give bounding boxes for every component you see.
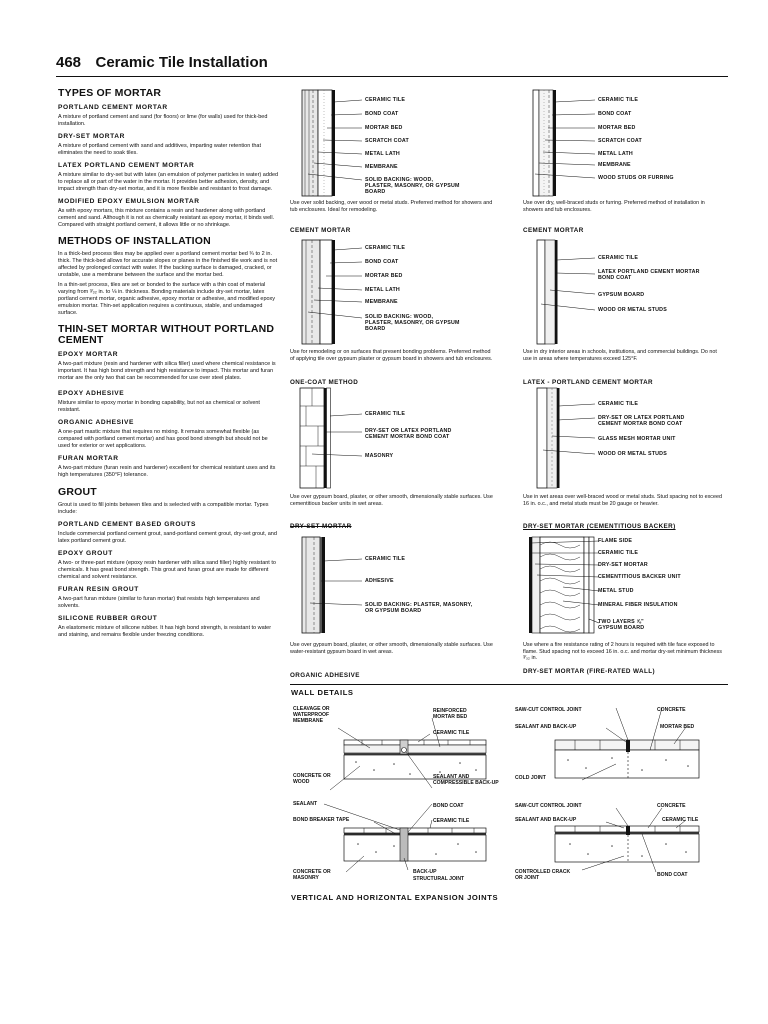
detail-label: WOOD STUDS OR FURRING bbox=[598, 175, 674, 181]
grout-name: SILICONE RUBBER GROUT bbox=[58, 615, 158, 622]
detail-label: METAL LATH bbox=[365, 151, 400, 157]
detail-title: DRY-SET MORTAR bbox=[290, 523, 352, 530]
detail-label: CERAMIC TILE bbox=[365, 556, 406, 562]
joint-label: BOND COAT bbox=[657, 872, 688, 878]
detail-caption: Use in wet areas over well-braced wood or metal studs. Stud spacing not to exceed 16 in. o.c., and metal studs must be 20 gauge or heavier. bbox=[523, 494, 722, 507]
joint-label: CONCRETE bbox=[657, 707, 686, 713]
detail-label: SCRATCH COAT bbox=[365, 138, 409, 144]
left-column bbox=[58, 88, 280, 642]
mortar-type-text: A mixture of portland cement and sand (for floors) or lime (for walls) used for thick-bed installation. bbox=[58, 114, 268, 127]
detail-title: DRY-SET MORTAR (CEMENTITIOUS BACKER) bbox=[523, 523, 676, 530]
joint-label: CONCRETE OR MASONRY bbox=[293, 869, 331, 881]
detail-label: CERAMIC TILE bbox=[598, 97, 639, 103]
detail-label: BOND COAT bbox=[365, 111, 399, 117]
detail-organic-adhesive bbox=[290, 535, 515, 679]
detail-label: CERAMIC TILE bbox=[365, 245, 406, 251]
joint-label: BACK-UP bbox=[413, 869, 437, 875]
mortar-type-text: A mixture of portland cement with sand and additives, imparting water retention that eliminates the need to soak tiles. bbox=[58, 143, 261, 156]
detail-label: CERAMIC TILE bbox=[598, 255, 639, 261]
wall-section-drawing bbox=[290, 535, 515, 635]
grout-name: FURAN RESIN GROUT bbox=[58, 586, 139, 593]
detail-label: MORTAR BED bbox=[365, 125, 403, 131]
detail-title: CEMENT MORTAR bbox=[523, 227, 584, 234]
detail-label: MEMBRANE bbox=[598, 162, 631, 168]
mortar-type-text: A mixture similar to dry-set but with latex (an emulsion of polymer particles in water) added to replace all or part of the water in the mortar. It provides better adhesion, density, and impact strength than dry-set mortar, and it is more flexible and resistant to frost damage. bbox=[58, 172, 279, 192]
joint-label: BOND COAT bbox=[433, 803, 464, 809]
detail-label: CERAMIC TILE bbox=[365, 97, 406, 103]
detail-label: BOND COAT bbox=[598, 111, 632, 117]
mortar-type-name: LATEX PORTLAND CEMENT MORTAR bbox=[58, 162, 195, 169]
detail-caption: Use in dry interior areas in schools, institutions, and commercial buildings. Do not use in areas where temperatures exceed 125°F. bbox=[523, 349, 717, 362]
grout-heading: GROUT bbox=[58, 486, 97, 498]
joint-label: CERAMIC TILE bbox=[662, 817, 699, 823]
thinset-name: ORGANIC ADHESIVE bbox=[58, 419, 135, 426]
joint-label: REINFORCED MORTAR BED bbox=[433, 708, 468, 720]
detail-caption: Use for remodeling or on surfaces that present bonding problems. Preferred method of applying tile over gypsum plaster or gypsum board in showers and tub enclosures. bbox=[290, 349, 493, 362]
detail-label: METAL STUD bbox=[598, 588, 634, 594]
detail-label: SCRATCH COAT bbox=[598, 138, 642, 144]
detail-label: DRY-SET OR LATEX PORTLAND CEMENT MORTAR BOND COAT bbox=[365, 428, 452, 440]
detail-cement-mortar-solid bbox=[290, 88, 515, 233]
joint-label: SEALANT bbox=[293, 801, 318, 807]
detail-label: WOOD OR METAL STUDS bbox=[598, 307, 667, 313]
mortar-type-name: PORTLAND CEMENT MORTAR bbox=[58, 104, 168, 111]
thinset-text: A one-part mastic mixture that requires no mixing. It remains somewhat flexible (as compared with portland cement mortar) and has good bond strength but should not be used for exterior or wet applications. bbox=[58, 429, 268, 449]
thinset-text: A two-part mixture (resin and hardener with silica filler) used where chemical resistance is important. It has high bond strength and high resistance to impact. This mortar and furan mortar are the only two that can be recommended for use over steel plates. bbox=[58, 361, 276, 381]
mortar-type-name: DRY-SET MORTAR bbox=[58, 133, 126, 140]
detail-label: METAL LATH bbox=[365, 287, 400, 293]
detail-label: CERAMIC TILE bbox=[598, 401, 639, 407]
page-header bbox=[56, 54, 728, 77]
grout-text: An elastomeric mixture of silicone rubber. It has high bond strength, is resistant to water and staining, and remains flexible under freezing conditions. bbox=[58, 625, 272, 638]
detail-label: DRY-SET MORTAR bbox=[598, 562, 648, 568]
grout-intro: Grout is used to fill joints between tiles and is selected with a compatible mortar. Types include: bbox=[58, 502, 269, 515]
grout-text: A two-part furan mixture (similar to furan mortar) that resists high temperatures and solvents. bbox=[58, 596, 260, 609]
thinset-name: EPOXY ADHESIVE bbox=[58, 390, 125, 397]
detail-label: GYPSUM BOARD bbox=[598, 292, 645, 298]
joint-label: CONCRETE bbox=[657, 803, 686, 809]
detail-caption: Use over gypsum board, plaster, or other smooth, dimensionally stable surfaces. Use water-resistant gypsum board in wet areas. bbox=[290, 642, 493, 655]
detail-label: CEMENTITIOUS BACKER UNIT bbox=[598, 574, 681, 580]
mortar-type-text: As with epoxy mortars, this mixture contains a resin and hardener along with portland cement and sand. Although it is not as chemically resistant as epoxy mortar, it binds well. Compared with straight portland cement, it allows little or no shrinkage. bbox=[58, 208, 275, 228]
detail-label: MINERAL FIBER INSULATION bbox=[598, 602, 678, 608]
detail-caption: Use over dry, well-braced studs or furring. Preferred method of installation in showers and tub enclosures. bbox=[523, 200, 705, 213]
grout-text: A two- or three-part mixture (epoxy resin hardener with silica sand filler) highly resistant to chemicals. It has great bond strength. This grout and furan grout are made for different chemical and solvent resistance. bbox=[58, 560, 276, 580]
detail-title: ONE-COAT METHOD bbox=[290, 379, 359, 386]
wall-details-heading: WALL DETAILS bbox=[291, 688, 354, 697]
methods-heading: METHODS OF INSTALLATION bbox=[58, 235, 211, 247]
detail-label: ADHESIVE bbox=[365, 578, 394, 584]
mortar-type-name: MODIFIED EPOXY EMULSION MORTAR bbox=[58, 198, 200, 205]
methods-paragraph: In a thick-bed process tiles may be applied over a portland cement mortar bed ¾ to 2 in. thick. The thick-bed allows for accurate slopes or planes in the finished tile work and is not affected by prolonged contact with water. If the backing surface is damaged, cracked, or unstable, use a membrane between the surface and the mortar bed. bbox=[58, 251, 278, 278]
detail-label: CERAMIC TILE bbox=[598, 550, 639, 556]
grout-name: EPOXY GROUT bbox=[58, 550, 113, 557]
detail-caption: Use over gypsum board, plaster, or other smooth, dimensionally stable surfaces. Use cementitious backer units in wet areas. bbox=[290, 494, 493, 507]
detail-label: GLASS MESH MORTAR UNIT bbox=[598, 436, 676, 442]
detail-label: MORTAR BED bbox=[598, 125, 636, 131]
joint-label: CONCRETE OR WOOD bbox=[293, 773, 331, 785]
detail-label: MEMBRANE bbox=[365, 299, 398, 305]
page-title: Ceramic Tile Installation bbox=[95, 54, 268, 71]
joint-label: SEALANT AND BACK-UP bbox=[515, 817, 577, 823]
detail-label: METAL LATH bbox=[598, 151, 633, 157]
detail-latex-portland bbox=[523, 238, 728, 388]
divider bbox=[290, 684, 728, 685]
joint-label: SEALANT AND COMPRESSIBLE BACK-UP bbox=[433, 774, 499, 786]
methods-paragraph: In a thin-set process, tiles are set or bonded to the surface with a thin coat of material varying from ³⁄₃₂ in. to ⅛ in. thickness. Bonding materials include dry-set mortar, latex portland cement mortar, organic adhesive, epoxy mortar or adhesive, and modified epoxy emulsion mortar. Thin-set application requires a continuous, stable, and undamaged surface. bbox=[58, 282, 276, 316]
detail-fire-rated bbox=[523, 535, 728, 680]
detail-label: MEMBRANE bbox=[365, 164, 398, 170]
detail-dry-set-backer bbox=[523, 386, 728, 536]
detail-cement-mortar-studs bbox=[523, 88, 728, 233]
thinset-text: A two-part mixture (furan resin and hardener) excellent for chemical resistant uses and its high temperatures (350°F) tolerance. bbox=[58, 465, 276, 478]
detail-label: TWO LAYERS ⅝" GYPSUM BOARD bbox=[598, 619, 645, 631]
page-number: 468 bbox=[56, 54, 82, 71]
detail-title: DRY-SET MORTAR (FIRE-RATED WALL) bbox=[523, 668, 655, 675]
joint-label: STRUCTURAL JOINT bbox=[413, 876, 465, 882]
joint-label: CLEAVAGE OR WATERPROOF MEMBRANE bbox=[293, 706, 330, 724]
joint-label: BOND BREAKER TAPE bbox=[293, 817, 350, 823]
joint-label: CERAMIC TILE bbox=[433, 818, 470, 824]
thinset-heading: THIN-SET MORTAR WITHOUT PORTLAND CEMENT bbox=[58, 323, 275, 346]
detail-label: CERAMIC TILE bbox=[365, 411, 406, 417]
detail-caption: Use where a fire resistance rating of 2 hours is required with tile face exposed to flame. Stud spacing not to exceed 16 in. o.c. and mortar dry-set minimum thickness ³⁄₃₂ in. bbox=[523, 642, 722, 662]
thinset-name: FURAN MORTAR bbox=[58, 455, 119, 462]
detail-label: LATEX PORTLAND CEMENT MORTAR BOND COAT bbox=[598, 269, 700, 281]
types-heading: TYPES OF MORTAR bbox=[58, 87, 162, 99]
joint-label: MORTAR BED bbox=[660, 724, 695, 730]
detail-label: MORTAR BED bbox=[365, 273, 403, 279]
detail-label: FLAME SIDE bbox=[598, 538, 633, 544]
joint-label: COLD JOINT bbox=[515, 775, 546, 781]
joint-label: CERAMIC TILE bbox=[433, 730, 470, 736]
joint-label: SAW-CUT CONTROL JOINT bbox=[515, 707, 582, 713]
joint-label: SAW-CUT CONTROL JOINT bbox=[515, 803, 582, 809]
detail-one-coat bbox=[290, 238, 515, 388]
joint-label: SEALANT AND BACK-UP bbox=[515, 724, 577, 730]
detail-label: SOLID BACKING: WOOD, PLASTER, MASONRY, OR GYPSUM BOARD bbox=[365, 177, 460, 195]
detail-title: LATEX - PORTLAND CEMENT MORTAR bbox=[523, 379, 653, 386]
detail-label: SOLID BACKING: WOOD, PLASTER, MASONRY, OR GYPSUM BOARD bbox=[365, 314, 460, 332]
thinset-name: EPOXY MORTAR bbox=[58, 351, 119, 358]
grout-name: PORTLAND CEMENT BASED GROUTS bbox=[58, 521, 197, 528]
expansion-joints-title: VERTICAL AND HORIZONTAL EXPANSION JOINTS bbox=[291, 893, 499, 902]
detail-dry-set-masonry bbox=[290, 386, 515, 536]
detail-label: WOOD OR METAL STUDS bbox=[598, 451, 667, 457]
joint-label: CONTROLLED CRACK OR JOINT bbox=[515, 869, 571, 881]
detail-label: SOLID BACKING: PLASTER, MASONRY, OR GYPSUM BOARD bbox=[365, 602, 473, 614]
detail-label: BOND COAT bbox=[365, 259, 399, 265]
thinset-text: Mixture similar to epoxy mortar in bonding capability, but not as chemical or solvent resistant. bbox=[58, 400, 260, 413]
detail-label: DRY-SET OR LATEX PORTLAND CEMENT MORTAR BOND COAT bbox=[598, 415, 685, 427]
detail-title: ORGANIC ADHESIVE bbox=[290, 672, 360, 679]
detail-title: CEMENT MORTAR bbox=[290, 227, 351, 234]
grout-text: Include commercial portland cement grout, sand-portland cement grout, dry-set grout, and latex portland cement grout. bbox=[58, 531, 277, 544]
detail-caption: Use over solid backing, over wood or metal studs. Preferred method for showers and tub enclosures. Ideal for remodeling. bbox=[290, 200, 493, 213]
detail-label: MASONRY bbox=[365, 453, 394, 459]
